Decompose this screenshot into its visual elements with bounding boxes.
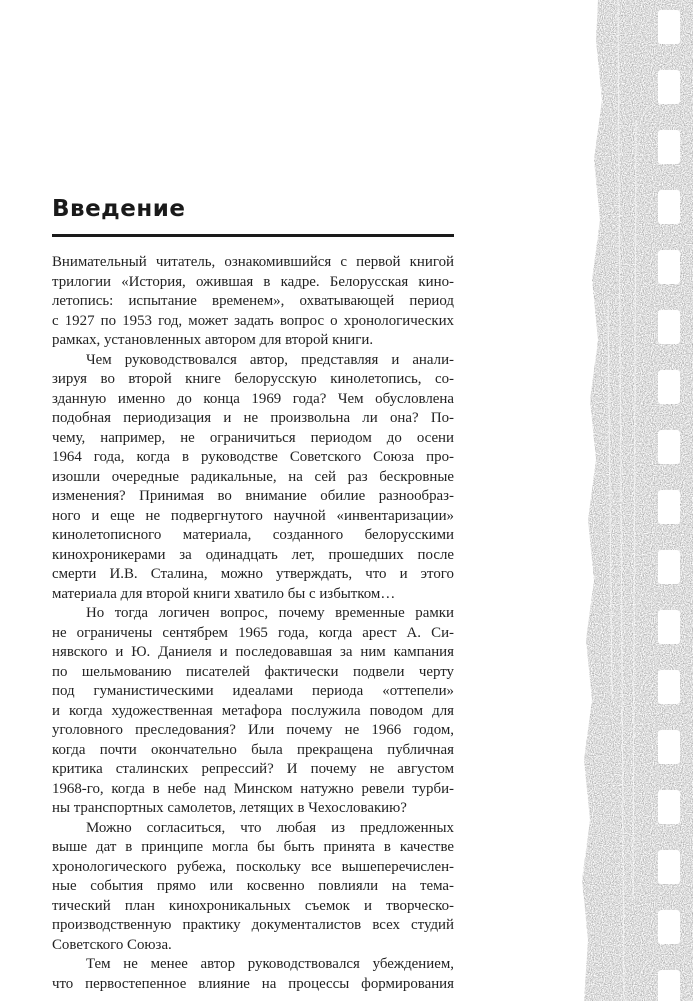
text-line: кинохроникерами за одинадцать лет, прошедших после: [52, 546, 454, 563]
paragraph: [52, 253, 454, 351]
film-strip-decoration: [578, 0, 693, 1001]
text-line: и когда художественная метафора послужила поводом для: [52, 702, 454, 719]
text-line: материала для второй книги хватило бы с избытком…: [52, 585, 396, 602]
text-line: летопись: испытание временем», охватывающей период: [52, 293, 454, 309]
text-line: уголовного преследования? Или почему не 1966 годом,: [52, 722, 454, 738]
text-line: хронологического рубежа, поскольку все вышеперечислен-: [52, 858, 454, 875]
text-line: подобная периодизация и не произвольна ли она? По-: [52, 410, 454, 426]
text-line: Советского Союза.: [52, 936, 172, 953]
text-line: под гуманистическими идеалами периода «оттепели»: [52, 683, 454, 699]
text-line: 1968-го, когда в небе над Минском натужно ревели турби-: [52, 780, 454, 797]
text-line: тический план кинохроникальных съемок и творческо-: [52, 897, 454, 914]
text-line: нявского и Ю. Даниеля и последовавшая за ним кампания: [52, 644, 454, 660]
text-line: Можно согласиться, что любая из предложенных: [86, 819, 454, 836]
body-text: [52, 253, 454, 994]
text-line: ного и еще не подвергнутого научной «инвентаризации»: [52, 507, 454, 524]
text-line: ные события прямо или косвенно повлияли на тема-: [52, 878, 454, 894]
text-line: Чем руководствовался автор, представляя и анали-: [86, 351, 454, 368]
text-line: 1964 года, когда в руководстве Советского Союза про-: [52, 449, 454, 465]
text-line: трилогии «История, ожившая в кадре. Белорусская кино-: [52, 273, 454, 290]
text-line: что первостепенное влияние на процессы формирования: [52, 975, 454, 992]
text-line: чему, например, не ограничиться периодом до осени: [52, 429, 454, 446]
text-line: критика сталинских репрессий? И почему не августом: [52, 761, 454, 777]
text-line: не ограничены сентябрем 1965 года, когда арест А. Си-: [52, 624, 454, 641]
paragraph: [52, 604, 454, 819]
text-line: изошли очередные радикальные, на сей раз бескровные: [52, 468, 454, 485]
text-line: производственную практику документалистов всех студий: [52, 917, 454, 933]
text-line: зируя во второй книге белорусскую кинолетопись, со-: [52, 371, 454, 387]
text-line: рамках, установленных автором для второй книги.: [52, 332, 374, 348]
paragraph: [52, 819, 454, 956]
text-line: смерти И.В. Сталина, можно утверждать, что и этого: [52, 566, 454, 582]
text-line: изменения? Принимая во внимание обилие разнообраз-: [52, 488, 454, 504]
paragraph: [52, 955, 454, 994]
text-line: Внимательный читатель, ознакомившийся с первой книгой: [52, 254, 454, 270]
text-line: кинолетописного материала, созданного белорусскими: [52, 527, 454, 543]
heading-rule: [52, 234, 454, 237]
text-line: ны транспортных самолетов, летящих в Чехословакию?: [52, 800, 407, 816]
text-line: по шельмованию писателей фактически подвели черту: [52, 663, 454, 680]
text-line: с 1927 по 1953 год, может задать вопрос о хронологических: [52, 312, 454, 329]
text-line: когда почти окончательно была прекращена публичная: [52, 741, 454, 758]
text-line: зданную именно до конца 1969 года? Чем обусловлена: [52, 390, 454, 407]
paragraph: [52, 351, 454, 605]
text-line: выше дат в принципе могла бы быть принята в качестве: [52, 839, 454, 855]
text-line: Тем не менее автор руководствовался убеждением,: [86, 956, 454, 972]
text-line: Но тогда логичен вопрос, почему временные рамки: [86, 605, 454, 621]
chapter-heading: Введение: [52, 196, 186, 222]
